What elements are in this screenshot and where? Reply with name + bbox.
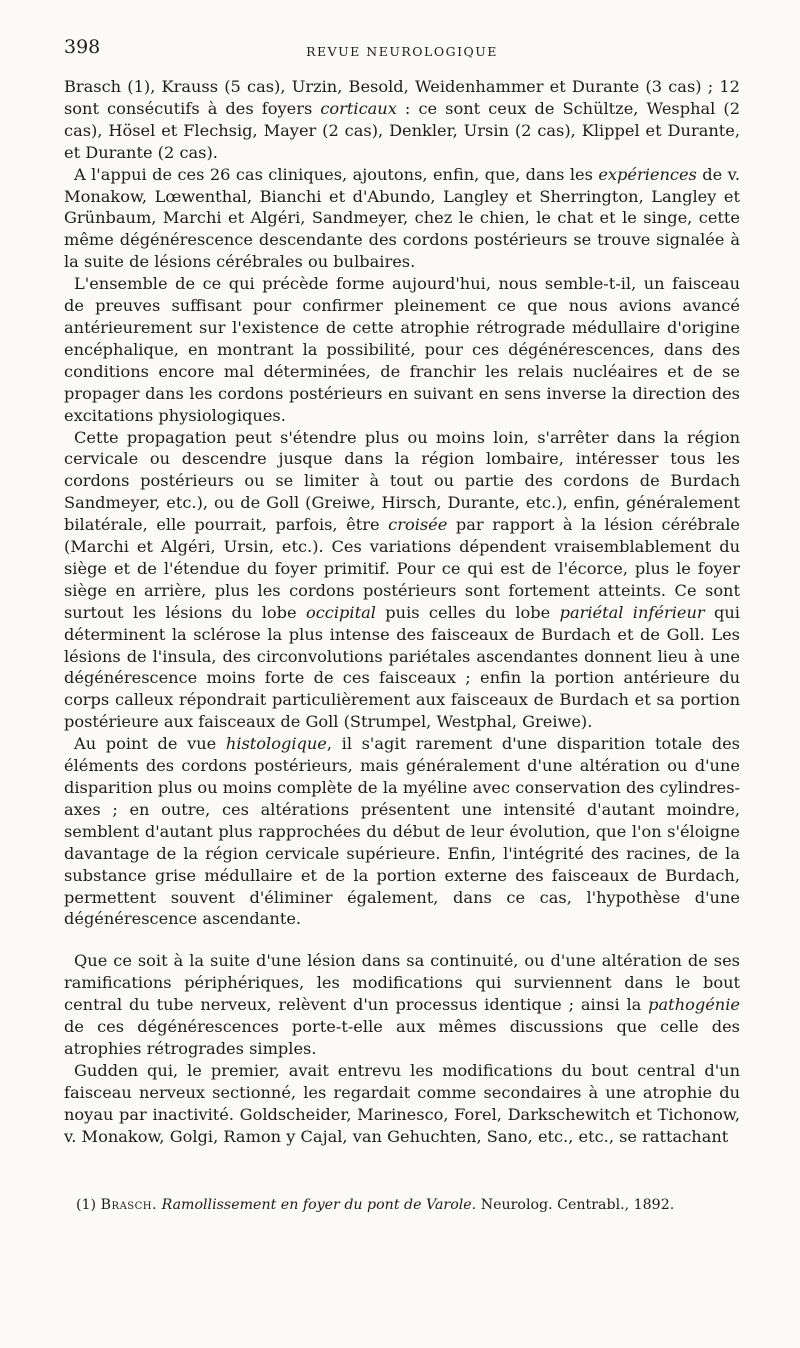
page-number: 398: [64, 36, 101, 58]
paragraph-2: A l'appui de ces 26 cas cliniques, ajoutons, enfin, que, dans les expériences de v. Monakow, Lœwenthal, Bianchi et d'Abundo, Langley et Sherrington, Langley et Grünbaum, Marchi et Algéri, Sandmeyer, chez le chien, le chat et le singe, cette même dégénérescence descendante des cordons postérieurs se trouve signalée à la suite de lésions cérébrales ou bulbaires.: [64, 164, 740, 272]
page-header: [64, 30, 740, 76]
footnote: [76, 1196, 736, 1214]
paragraph-3: L'ensemble de ce qui précède forme aujourd'hui, nous semble-t-il, un faisceau de preuves suffisant pour confirmer pleinement ce que nous avions avancé antérieurement sur l'existence de cette atrophie rétrograde médullaire d'origine encéphalique, en montrant la possibilité, pour ces dégénérescences, dans des conditions encore mal déterminées, de franchir les relais nucléaires et de se propager dans les cordons postérieurs en suivant en sens inverse la direction des excitations physiologiques.: [64, 274, 740, 425]
paragraph-4: Cette propagation peut s'étendre plus ou moins loin, s'arrêter dans la région cervicale ou descendre jusque dans la région lombaire, intéresser tous les cordons postérieurs ou se limiter à tout ou partie des cordons de Burdach Sandmeyer, etc.), ou de Goll (Greiwe, Hirsch, Durante, etc.), enfin, généralement bilatérale, elle pourrait, parfois, être croisée par rapport à la lésion cérébrale (Marchi et Algéri, Ursin, etc.). Ces variations dépendent vraisemblablement du siège et de l'étendue du foyer primitif. Pour ce qui est de l'écorce, plus le foyer siège en arrière, plus les cordons postérieurs sont fortement atteints. Ce sont surtout les lésions du lobe occipital puis celles du lobe pariétal inférieur qui déterminent la sclérose la plus intense des faisceaux de Burdach et de Goll. Les lésions de l'insula, des circonvolutions pariétales ascendantes donnent lieu à une dégénérescence moins forte de ces faisceaux ; enfin la portion antérieure du corps calleux répondrait particulièrement aux faisceaux de Burdach et sa portion postérieure aux faisceaux de Goll (Strumpel, Westphal, Greiwe).: [64, 427, 740, 732]
section-gap: [64, 930, 740, 950]
running-title: REVUE NEUROLOGIQUE: [306, 44, 498, 59]
footnote-marker: (1): [76, 1197, 97, 1213]
paragraph-6: Que ce soit à la suite d'une lésion dans sa continuité, ou d'une altération de ses ramifications périphériques, les modifications qui surviennent dans le bout central du tube nerveux, relèvent d'un processus identique ; ainsi la pathogénie de ces dégénérescences porte-t-elle aux mêmes discussions que celle des atrophies rétrogrades simples.: [64, 951, 740, 1058]
paragraph-7: Gudden qui, le premier, avait entrevu les modifications du bout central d'un faisceau nerveux sectionné, les regardait comme secondaires à une atrophie du noyau par inactivité. Goldscheider, Marinesco, Forel, Darkschewitch et Tichonow, v. Monakow, Golgi, Ramon y Cajal, van Gehuchten, Sano, etc., etc., se rattachant: [64, 1060, 740, 1146]
footnote-author: Brasch.: [100, 1197, 158, 1213]
page: [64, 30, 740, 1148]
footnote-source: Neurolog. Centrabl., 1892.: [480, 1197, 675, 1213]
footnote-title: Ramollissement en foyer du pont de Varole.: [161, 1197, 477, 1213]
paragraph-5: Au point de vue histologique, il s'agit rarement d'une disparition totale des éléments des cordons postérieurs, mais généralement d'une altération ou d'une disparition plus ou moins complète de la myéline avec conservation des cylindres-axes ; en outre, ces altérations présentent une intensité d'autant moindre, semblent d'autant plus rapprochées du début de leur évolution, que l'on s'éloigne davantage de la région cervicale supérieure. Enfin, l'intégrité des racines, de la substance grise médullaire et de la portion externe des faisceaux de Burdach, permettent souvent d'éliminer également, dans ce cas, l'hypothèse d'une dégénérescence ascendante.: [64, 734, 740, 929]
paragraph-1: Brasch (1), Krauss (5 cas), Urzin, Besold, Weidenhammer et Durante (3 cas) ; 12 sont consécutifs à des foyers corticaux : ce sont ceux de Schültze, Wesphal (2 cas), Hösel et Flechsig, Mayer (2 cas), Denkler, Ursin (2 cas), Klippel et Durante, et Durante (2 cas).: [64, 77, 741, 162]
